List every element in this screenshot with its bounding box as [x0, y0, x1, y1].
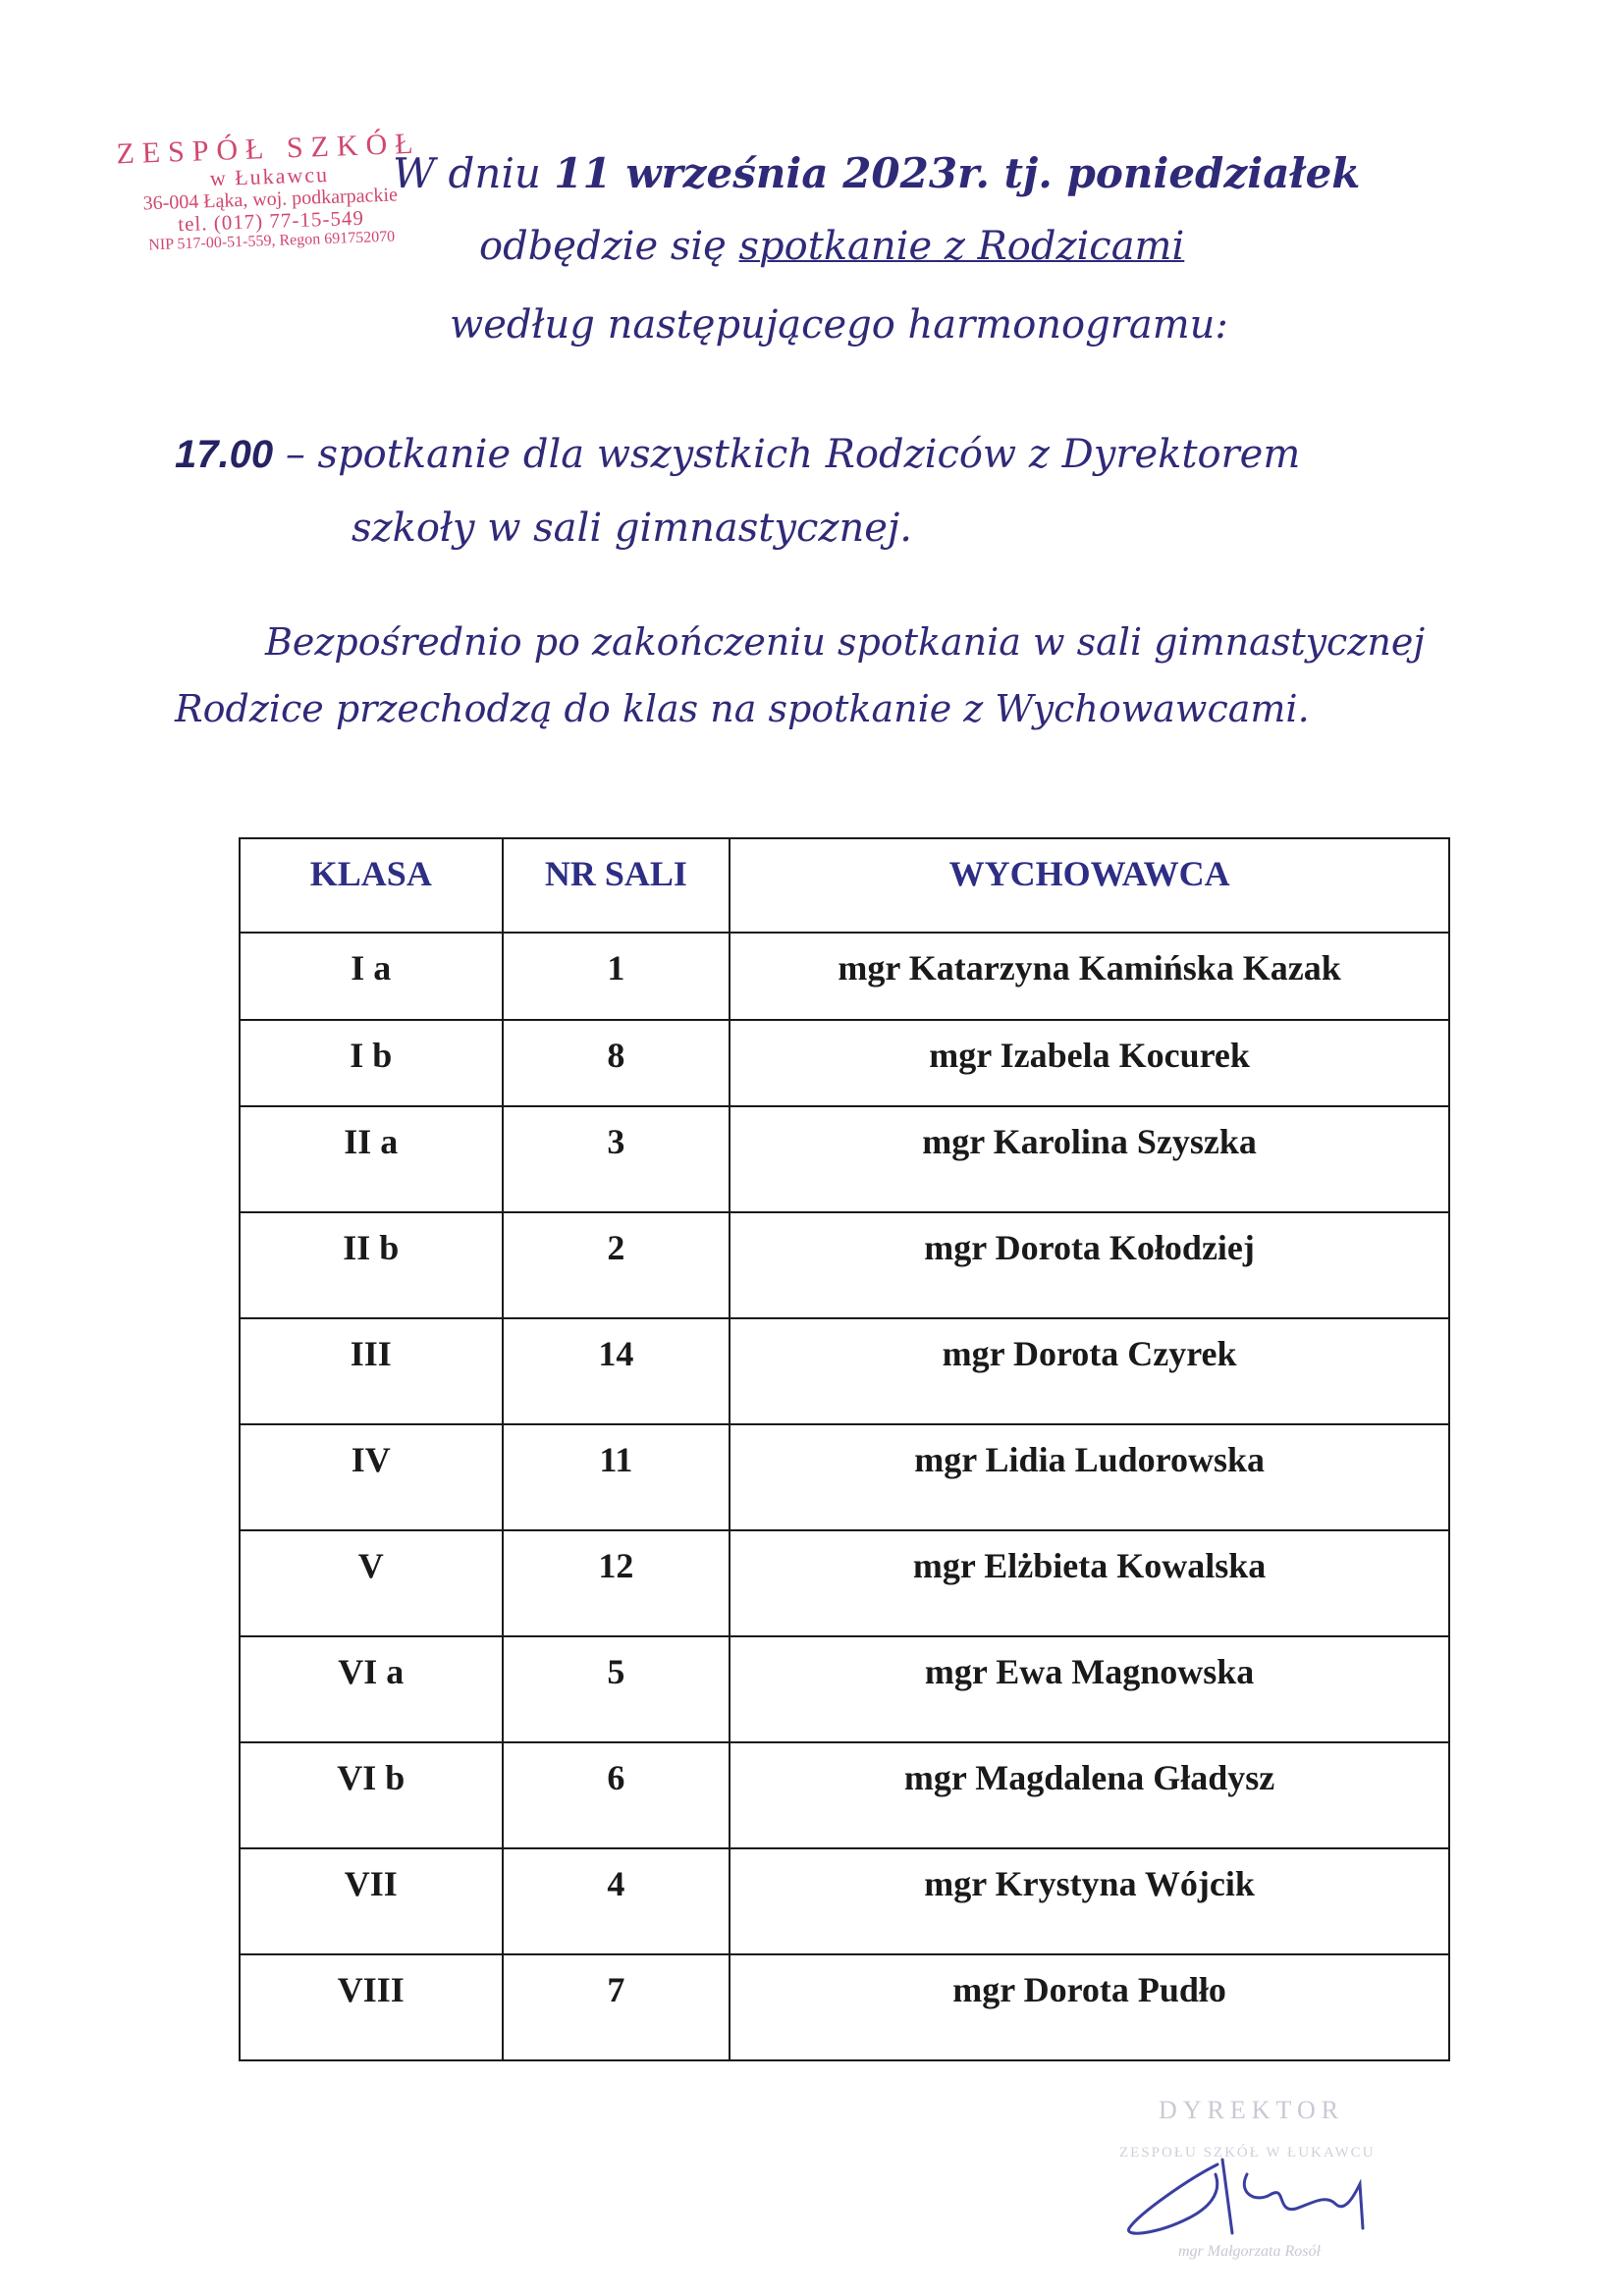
table-row	[240, 1318, 1449, 1424]
table-row	[240, 1020, 1449, 1106]
table-row	[240, 1106, 1449, 1212]
heading-line2-pre: odbędzie się	[479, 224, 739, 269]
table-row	[240, 1212, 1449, 1318]
stamp-line: w Łukawcu	[209, 161, 330, 191]
heading-date: 11 września 2023r. tj. poniedziałek	[554, 149, 1361, 197]
cell-wychowawca: mgr Dorota Czyrek	[730, 1318, 1449, 1424]
heading-line-1	[393, 149, 1360, 197]
cell-wychowawca: mgr Dorota Pudło	[730, 1954, 1449, 2060]
note-line-2: Rodzice przechodzą do klas na spotkanie z Wychowawcami.	[175, 687, 1310, 730]
meeting-text-1: – spotkanie dla wszystkich Rodziców z Dyrektorem	[273, 432, 1301, 477]
cell-nr-sali: 2	[503, 1212, 730, 1318]
table-row	[240, 1636, 1449, 1742]
cell-wychowawca: mgr Izabela Kocurek	[730, 1020, 1449, 1106]
heading-line-3: według następującego harmonogramu:	[450, 302, 1228, 347]
table-header-row	[240, 838, 1449, 933]
cell-wychowawca: mgr Ewa Magnowska	[730, 1636, 1449, 1742]
cell-klasa: IV	[240, 1424, 503, 1530]
table-row	[240, 1742, 1449, 1848]
meeting-time-line	[175, 432, 1300, 477]
cell-nr-sali: 6	[503, 1742, 730, 1848]
cell-wychowawca: mgr Katarzyna Kamińska Kazak	[730, 933, 1449, 1020]
cell-nr-sali: 14	[503, 1318, 730, 1424]
cell-klasa: II a	[240, 1106, 503, 1212]
cell-nr-sali: 11	[503, 1424, 730, 1530]
cell-nr-sali: 3	[503, 1106, 730, 1212]
cell-nr-sali: 5	[503, 1636, 730, 1742]
table-row	[240, 1424, 1449, 1530]
meeting-text-2: szkoły w sali gimnastycznej.	[352, 506, 912, 551]
cell-wychowawca: mgr Magdalena Gładysz	[730, 1742, 1449, 1848]
table-row	[240, 1530, 1449, 1636]
cell-wychowawca: mgr Karolina Szyszka	[730, 1106, 1449, 1212]
director-signature	[1100, 2096, 1424, 2268]
cell-nr-sali: 1	[503, 933, 730, 1020]
heading-pre: W dniu	[393, 149, 555, 197]
cell-klasa: VII	[240, 1848, 503, 1954]
cell-nr-sali: 8	[503, 1020, 730, 1106]
header-wychowawca: WYCHOWAWCA	[730, 838, 1449, 933]
cell-klasa: II b	[240, 1212, 503, 1318]
table-row	[240, 933, 1449, 1020]
cell-wychowawca: mgr Dorota Kołodziej	[730, 1212, 1449, 1318]
heading-meeting-link: spotkanie z Rodzicami	[738, 224, 1185, 269]
header-klasa: KLASA	[240, 838, 503, 933]
cell-nr-sali: 7	[503, 1954, 730, 2060]
stamp-line: NIP 517-00-51-559, Regon 691752070	[148, 228, 396, 254]
cell-klasa: III	[240, 1318, 503, 1424]
note-line-1: Bezpośrednio po zakończeniu spotkania w sali gimnastycznej	[265, 620, 1426, 664]
signature-scribble-icon	[1100, 2135, 1424, 2253]
stamp-line: ZESPÓŁ SZKÓŁ	[115, 127, 422, 171]
cell-klasa: VI a	[240, 1636, 503, 1742]
cell-klasa: V	[240, 1530, 503, 1636]
cell-klasa: I a	[240, 933, 503, 1020]
signature-title: DYREKTOR	[1159, 2096, 1345, 2124]
meeting-time: 17.00	[175, 433, 274, 476]
schedule-table	[239, 837, 1450, 2061]
table-row	[240, 1848, 1449, 1954]
cell-nr-sali: 12	[503, 1530, 730, 1636]
stamp-line: 36-004 Łąka, woj. podkarpackie	[142, 184, 399, 215]
cell-wychowawca: mgr Elżbieta Kowalska	[730, 1530, 1449, 1636]
table-row	[240, 1954, 1449, 2060]
cell-klasa: VI b	[240, 1742, 503, 1848]
header-nr-sali: NR SALI	[503, 838, 730, 933]
cell-wychowawca: mgr Lidia Ludorowska	[730, 1424, 1449, 1530]
stamp-line: tel. (017) 77-15-549	[177, 205, 365, 237]
signature-name: mgr Małgorzata Rosół	[1178, 2243, 1321, 2260]
cell-klasa: I b	[240, 1020, 503, 1106]
cell-nr-sali: 4	[503, 1848, 730, 1954]
heading-line-2	[479, 224, 1184, 269]
signature-school: ZESPOŁU SZKÓŁ W ŁUKAWCU	[1119, 2145, 1376, 2161]
cell-klasa: VIII	[240, 1954, 503, 2060]
cell-wychowawca: mgr Krystyna Wójcik	[730, 1848, 1449, 1954]
